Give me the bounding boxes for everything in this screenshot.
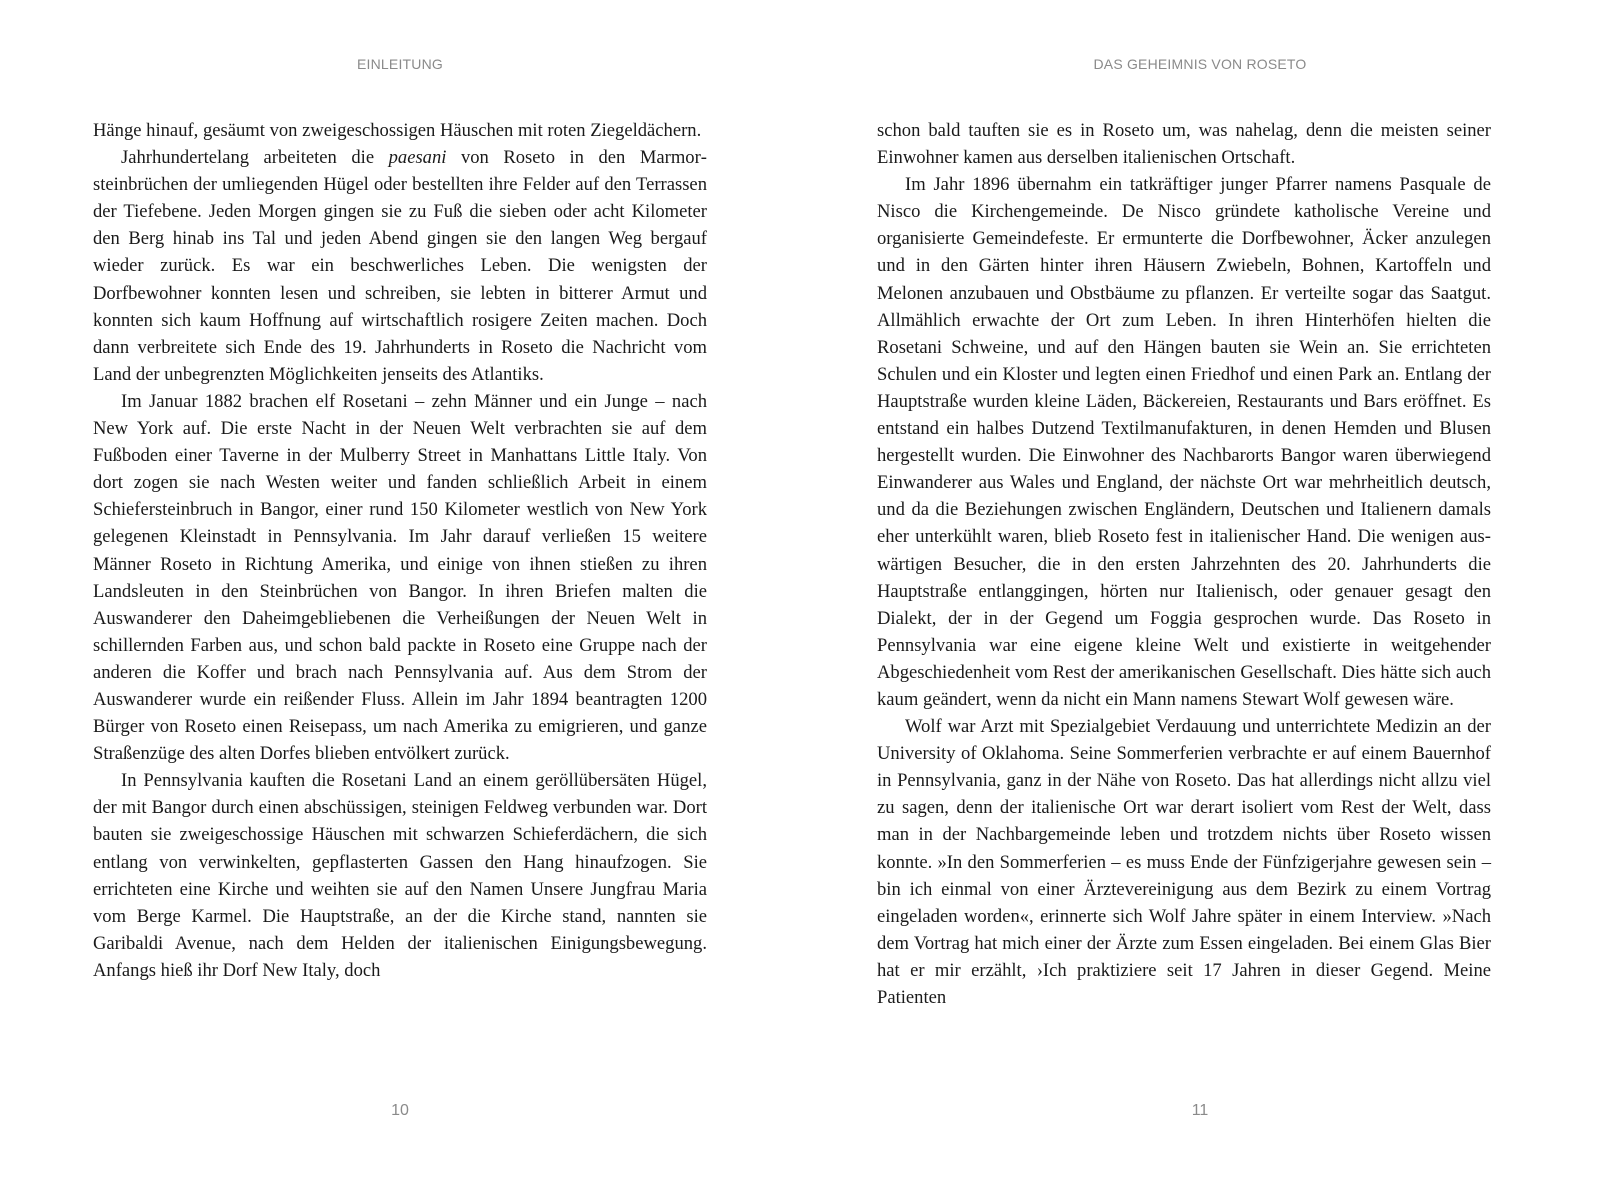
running-head-left: EINLEITUNG [356,56,443,72]
paragraph-segment: von Roseto in den Marmorsteinbrüchen der umliegenden Hügel oder bestellten ihre Felder auf den Terrassen der Tiefebene. Jeden Morgen gingen sie zu Fuß die sieben oder acht Kilometer den Berg hinab ins Tal und jeden Abend gingen sie den langen Weg bergauf wieder zurück. Es war ein beschwerliches Leben. Die wenigsten der Dorfbewohner konnten lesen und schreiben, sie lebten in bitterer Armut und konnten sich kaum Hoffnung auf wirtschaftlich rosigere Zeiten machen. Doch dann verbreitete sich Ende des 19. Jahrhunderts in Roseto die Nachricht vom Land der unbegrenzten Möglichkeiten jenseits des Atlantiks. [93,147,707,385]
paragraph: In Pennsylvania kauften die Rosetani Land an einem geröllübersäten Hügel, der mit Bangor durch einen abschüssigen, steinigen Feldweg verbunden war. Dort bauten sie zweigeschossige Häuschen mit schwarzen Schieferdächern, die sich entlang von verwinkelten, gepflasterten Gassen den Hang hinaufzogen. Sie errichteten eine Kirche und weihten sie auf den Namen Unsere Jungfrau Maria vom Berge Karmel. Die Hauptstraße, an der die Kirche stand, nannten sie Garibaldi Avenue, nach dem Helden der italienischen Einigungsbewegung. Anfangs hieß ihr Dorf New Italy, doch [93,770,707,981]
paragraph: Wolf war Arzt mit Spezialgebiet Verdauung und unterrichtete Medizin an der University of Oklahoma. Seine Sommerferien verbrachte er auf einem Bauernhof in Pennsylvania, ganz in der Nähe von Roseto. Das hat allerdings nicht allzu viel zu sagen, denn der italienische Ort war derart isoliert vom Rest der Welt, dass man in der Nachbargemeinde leben und trotzdem nichts über Roseto wissen konnte. »In den Sommerferien – es muss Ende der Fünfzigerjahre gewesen sein – bin ich einmal von einer Ärztevereinigung aus dem Bezirk zu einem Vortrag eingeladen worden«, erinnerte sich Wolf Jahre später in einem Interview. »Nach dem Vortrag hat mich einer der Ärzte zum Essen eingeladen. Bei einem Glas Bier hat er mir erzählt, ›Ich praktiziere seit 17 Jahren in dieser Gegend. Meine Patienten [877,716,1491,1008]
paragraph [93,144,707,388]
paragraph: schon bald tauften sie es in Roseto um, was nahelag, denn die meisten seiner Einwohner kamen aus derselben italienischen Ortschaft. [877,120,1491,169]
paragraph: Im Jahr 1896 übernahm ein tatkräftiger junger Pfarrer namens Pasquale de Nisco die Kirchengemeinde. De Nisco gründete katholische Vereine und organisierte Gemeindefeste. Er ermunterte die Dorfbewohner, Äcker anzulegen und in den Gärten hinter ihren Häusern Zwiebeln, Bohnen, Kartoffeln und Melonen anzubauen und Obstbäume zu pflanzen. Er verteilte sogar das Saatgut. Allmählich erwachte der Ort zum Leben. In ihren Hinterhöfen hielten die Rosetani Schweine, und auf den Hängen bauten sie Wein an. Sie errichteten Schulen und ein Kloster und legten einen Friedhof und einen Park an. Entlang der Hauptstraße wurden kleine Läden, Bäckereien, Restaurants und Bars eröffnet. Es entstand ein halbes Dutzend Textilmanufakturen, in denen Hemden und Blusen hergestellt wurden. Die Einwohner des Nachbarorts Bangor waren überwiegend Einwanderer aus Wales und England, der nächste Ort war mehrheitlich deutsch, und da die Beziehungen zwischen Engländern, Deutschen und Italienern damals eher unterkühlt waren, blieb Roseto fest in italienischer Hand. Die wenigen auswärtigen Besucher, die in den ersten Jahrzehnten des 20. Jahrhunderts die Hauptstraße entlanggingen, hörten nur Italienisch, oder genauer gesagt den Dialekt, der in der Gegend um Foggia gesprochen wurde. Das Roseto in Pennsylvania war eine eigene kleine Welt und existierte in weitgehender Abgeschiedenheit vom Rest der amerikanischen Gesellschaft. Dies hätte sich auch kaum geändert, wenn da nicht ein Mann namens Stewart Wolf gewesen wäre. [877,174,1491,710]
running-head-right: DAS GEHEIMNIS VON ROSETO [1093,56,1307,72]
page-number-left: 10 [391,1102,409,1119]
italic-term: paesani [388,147,447,169]
paragraph-segment: Jahrhundertelang arbeiteten die [121,147,389,169]
right-page [800,0,1600,1186]
page-number-right: 11 [1191,1102,1209,1119]
paragraph: Hänge hinauf, gesäumt von zweigeschossigen Häuschen mit roten Ziegeldächern. [93,120,702,141]
body-text-left [93,117,707,984]
body-text-right [877,117,1491,1011]
paragraph: Im Januar 1882 brachen elf Rosetani – zehn Männer und ein Junge – nach New York auf. Die erste Nacht in der Neuen Welt verbrachten sie auf dem Fußboden einer Taverne in der Mulberry Street in Manhattans Little Italy. Von dort zogen sie nach Westen weiter und fanden schließlich Arbeit in einem Schiefersteinbruch in Bangor, einer rund 150 Kilometer westlich von New York gelegenen Kleinstadt in Pennsylvania. Im Jahr darauf verließen 15 weitere Männer Roseto in Richtung Amerika, und einige von ihnen stießen zu ihren Landsleuten in den Steinbrüchen von Bangor. In ihren Briefen malten die Auswanderer den Daheimgebliebenen die Verheißungen der Neuen Welt in schillernden Farben aus, und schon bald packte in Roseto eine Gruppe nach der anderen die Koffer und brach nach Pennsylvania auf. Aus dem Strom der Auswanderer wurde ein reißender Fluss. Allein im Jahr 1894 beantragten 1200 Bürger von Roseto einen Reisepass, um nach Amerika zu emigrieren, und ganze Straßenzüge des alten Dorfes blieben entvölkert zurück. [93,390,707,765]
